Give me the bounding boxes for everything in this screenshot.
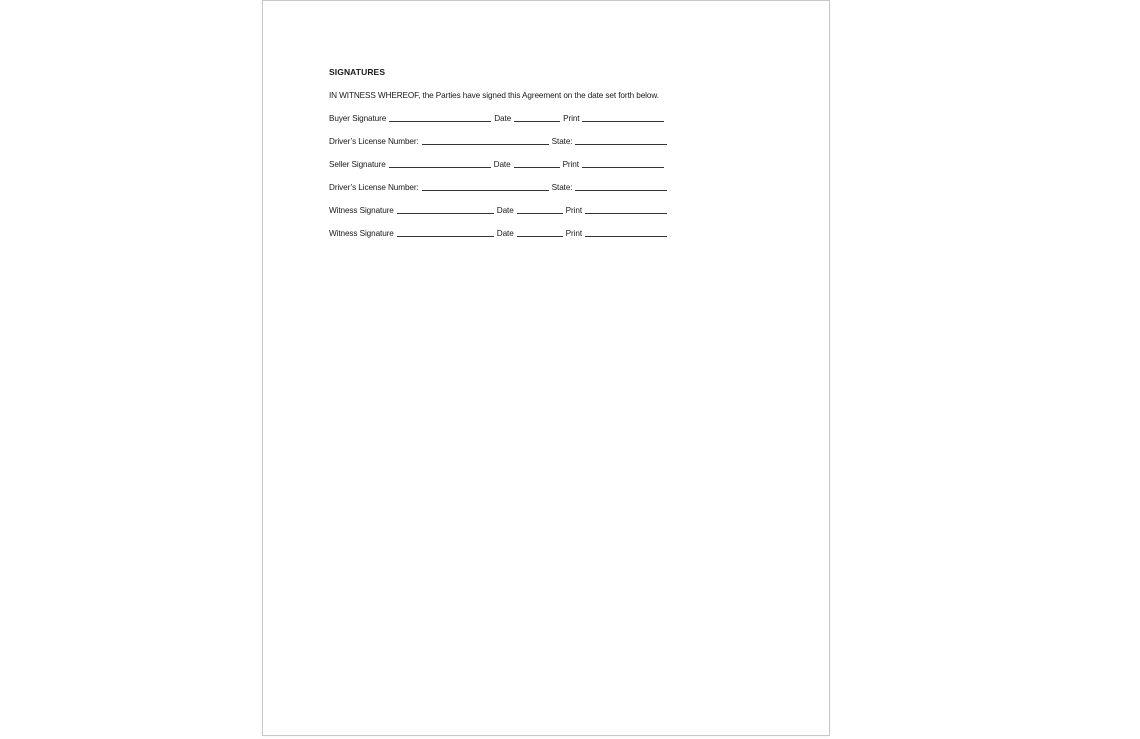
seller-print-label: Print [562, 160, 579, 169]
witness-2-signature-line[interactable] [397, 228, 494, 237]
witness-1-signature-line[interactable] [397, 205, 494, 214]
witness-2-date-line[interactable] [517, 228, 563, 237]
seller-date-line[interactable] [514, 159, 560, 168]
seller-state-line[interactable] [575, 182, 667, 191]
signatures-section [329, 67, 789, 250]
witness-2-print-label: Print [565, 229, 582, 238]
seller-signature-label: Seller Signature [329, 160, 386, 169]
buyer-license-label: Driver’s License Number: [329, 137, 419, 146]
buyer-print-label: Print [563, 114, 580, 123]
witness-2-date-label: Date [496, 229, 514, 238]
seller-date-label: Date [493, 160, 511, 169]
seller-license-line[interactable] [422, 182, 549, 191]
document-page [262, 0, 830, 736]
seller-print-line[interactable] [582, 159, 664, 168]
witness-signature-row-1 [329, 204, 789, 227]
buyer-license-row [329, 135, 789, 158]
buyer-license-line[interactable] [422, 136, 549, 145]
seller-signature-line[interactable] [389, 159, 491, 168]
witness-1-print-line[interactable] [585, 205, 667, 214]
buyer-signature-line[interactable] [389, 113, 491, 122]
buyer-state-label: State: [551, 137, 573, 146]
seller-state-label: State: [551, 183, 573, 192]
seller-signature-row [329, 158, 789, 181]
witness-1-date-label: Date [496, 206, 514, 215]
buyer-signature-row [329, 112, 789, 135]
witness-1-signature-label: Witness Signature [329, 206, 394, 215]
seller-license-label: Driver’s License Number: [329, 183, 419, 192]
buyer-print-line[interactable] [582, 113, 664, 122]
witness-2-print-line[interactable] [585, 228, 667, 237]
buyer-date-line[interactable] [514, 113, 560, 122]
seller-license-row [329, 181, 789, 204]
witness-1-date-line[interactable] [517, 205, 563, 214]
buyer-state-line[interactable] [575, 136, 667, 145]
witness-1-print-label: Print [565, 206, 582, 215]
witness-2-signature-label: Witness Signature [329, 229, 394, 238]
witness-signature-row-2 [329, 227, 789, 250]
buyer-signature-label: Buyer Signature [329, 114, 387, 123]
section-heading: SIGNATURES [329, 67, 386, 77]
witness-intro-text: IN WITNESS WHEREOF, the Parties have signed this Agreement on the date set forth below. [329, 91, 659, 100]
buyer-date-label: Date [494, 114, 512, 123]
